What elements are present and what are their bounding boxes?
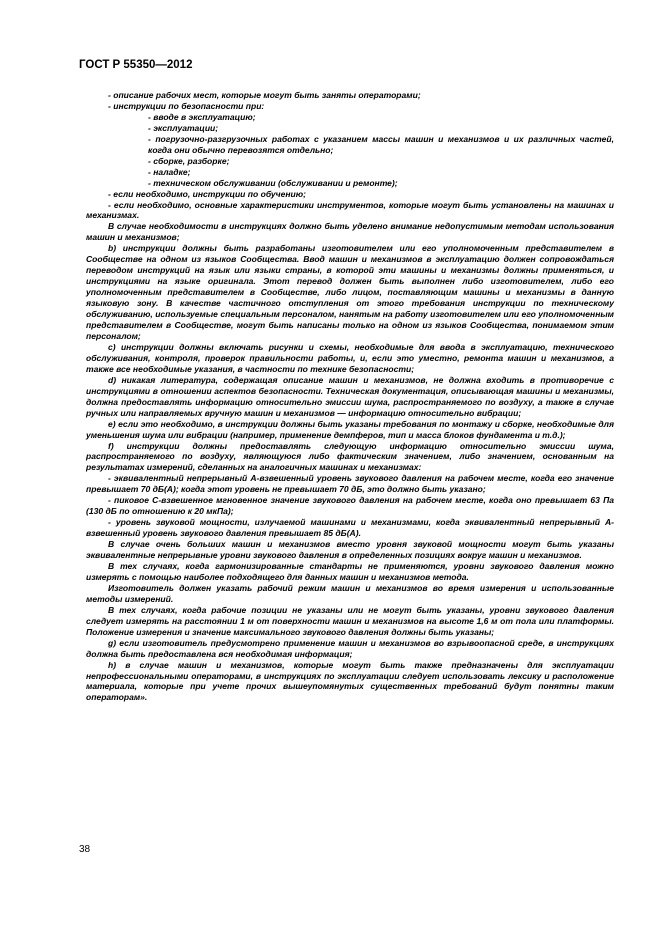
paragraph: g) если изготовитель предусмотрено применение машин и механизмов во взрывоопасной среде, в инструкциях должна быть предоставлена вся необходимая информация; [86, 637, 614, 659]
paragraph: В случае необходимости в инструкциях должно быть уделено внимание недопустимым методам использования машин и механизмов; [86, 221, 614, 243]
paragraph: В случае очень больших машин и механизмов вместо уровня звуковой мощности могут быть указаны эквивалентные непрерывные уровни звукового давления в определенных позициях вокруг машин и механизмов. [86, 539, 614, 561]
paragraph: c) инструкции должны включать рисунки и схемы, необходимые для ввода в эксплуатацию, технического обслуживания, контроля, проверок правильности работы, и, если это уместно, ремонта машин и механизмов, а также все необходимые указания, в частности по технике безопасности; [86, 341, 614, 374]
paragraph: В тех случаях, когда рабочие позиции не указаны или не могут быть указаны, уровни звукового давления следует измерять на расстоянии 1 м от поверхности машин и механизмов на высоте 1,6 м от пола или платформы. Положение измерения и значение максимального звукового давления должны быть указаны; [86, 604, 614, 637]
paragraph: - техническом обслуживании (обслуживании и ремонте); [148, 177, 398, 188]
paragraph: - эквивалентный непрерывный А-взвешенный уровень звукового давления на рабочем месте, когда его значение превышает 70 дБ(А); когда этот уровень не превышает 70 дБ, это должно быть указано; [86, 473, 614, 495]
page-header-title: ГОСТ Р 55350—2012 [79, 59, 193, 71]
paragraph: e) если это необходимо, в инструкции должны быть указаны требования по монтажу и сборке, необходимые для уменьшения шума или вибрации (например, применение демпферов, тип и масса блоков фундамента и т.д.); [86, 418, 614, 440]
paragraph: - описание рабочих мест, которые могут быть заняты операторами; [108, 90, 421, 100]
paragraph: - если необходимо, основные характеристики инструментов, которые могут быть установлены на машинах и механизмах. [86, 199, 614, 221]
paragraph: - сборке, разборке; [148, 155, 230, 166]
paragraph: d) никакая литература, содержащая описание машин и механизмов, не должна входить в противоречие с инструкциями в отношении аспектов безопасности. Техническая документация, описывающая машины и механизмы, должна предоставлять информацию относительно эмиссии шума, распространяемого по воздуху, а также в случае ручных или направляемых вручную машин и механизмов — информацию относительно вибрации; [86, 374, 614, 418]
paragraph: Изготовитель должен указать рабочий режим машин и механизмов во время измерения и использованные методы измерений. [86, 582, 614, 604]
paragraph: - наладке; [148, 166, 191, 177]
paragraph: - уровень звуковой мощности, излучаемой машинами и механизмами, когда эквивалентный непрерывный А-взвешенный уровень звукового давления превышает 85 дБ(А). [86, 517, 614, 539]
paragraph: - вводе в эксплуатацию; [148, 111, 256, 122]
page-number: 38 [79, 844, 91, 855]
paragraph: - инструкции по безопасности при: [108, 100, 265, 111]
paragraph: f) инструкции должны предоставлять следующую информацию относительно эмиссии шума, распространяемого по воздуху, являющуюся либо фактическим значением, либо значением, основанным на результатах измерений, сделанных на аналогичных машинах и механизмах: [86, 440, 614, 473]
paragraph: b) инструкции должны быть разработаны изготовителем или его уполномоченным представителем в Сообществе на одном из языков Сообщества. Ввод машин и механизмов в эксплуатацию должен сопровождаться переводом инструкций на язык или языки страны, в которой эти машины и механизмы должны применяться, и инструкциями на языке оригинала. Этот перевод должен быть выполнен либо изготовителем, либо его уполномоченным представителем в Сообществе, либо лицом, поставляющим машины и механизмы в данную языковую зону. В качестве частичного отступления от этого требования инструкции по техническому обслуживанию, используемые специальным персоналом, нанятым на работу изготовителем или его уполномоченным представителем в Сообществе, могут быть написаны только на одном из языков Сообщества, понимаемом этим персоналом; [86, 243, 614, 341]
paragraph: В тех случаях, когда гармонизированные стандарты не применяются, уровни звукового давления можно измерять с помощью наиболее подходящего для данных машин и механизмов метода. [86, 560, 614, 582]
paragraph: - эксплуатации; [148, 122, 219, 133]
paragraph: - пиковое С-взвешенное мгновенное значение звукового давления на рабочем месте, когда оно превышает 63 Па (130 дБ по отношению к 20 мкПа); [86, 495, 614, 517]
paragraph: h) в случае машин и механизмов, которые могут быть также предназначены для эксплуатации непрофессиональными операторами, в инструкциях по эксплуатации следует использовать лексику и расположение материала, которые при учете прочих вышеупомянутых существенных требований будут понятны таким операторам». [86, 659, 614, 703]
paragraph: - если необходимо, инструкции по обучению; [108, 188, 307, 199]
paragraph: - погрузочно-разгрузочных работах с указанием массы машин и механизмов и их различных частей, когда они обычно перевозятся отдельно; [148, 133, 614, 155]
body-text [86, 90, 614, 703]
